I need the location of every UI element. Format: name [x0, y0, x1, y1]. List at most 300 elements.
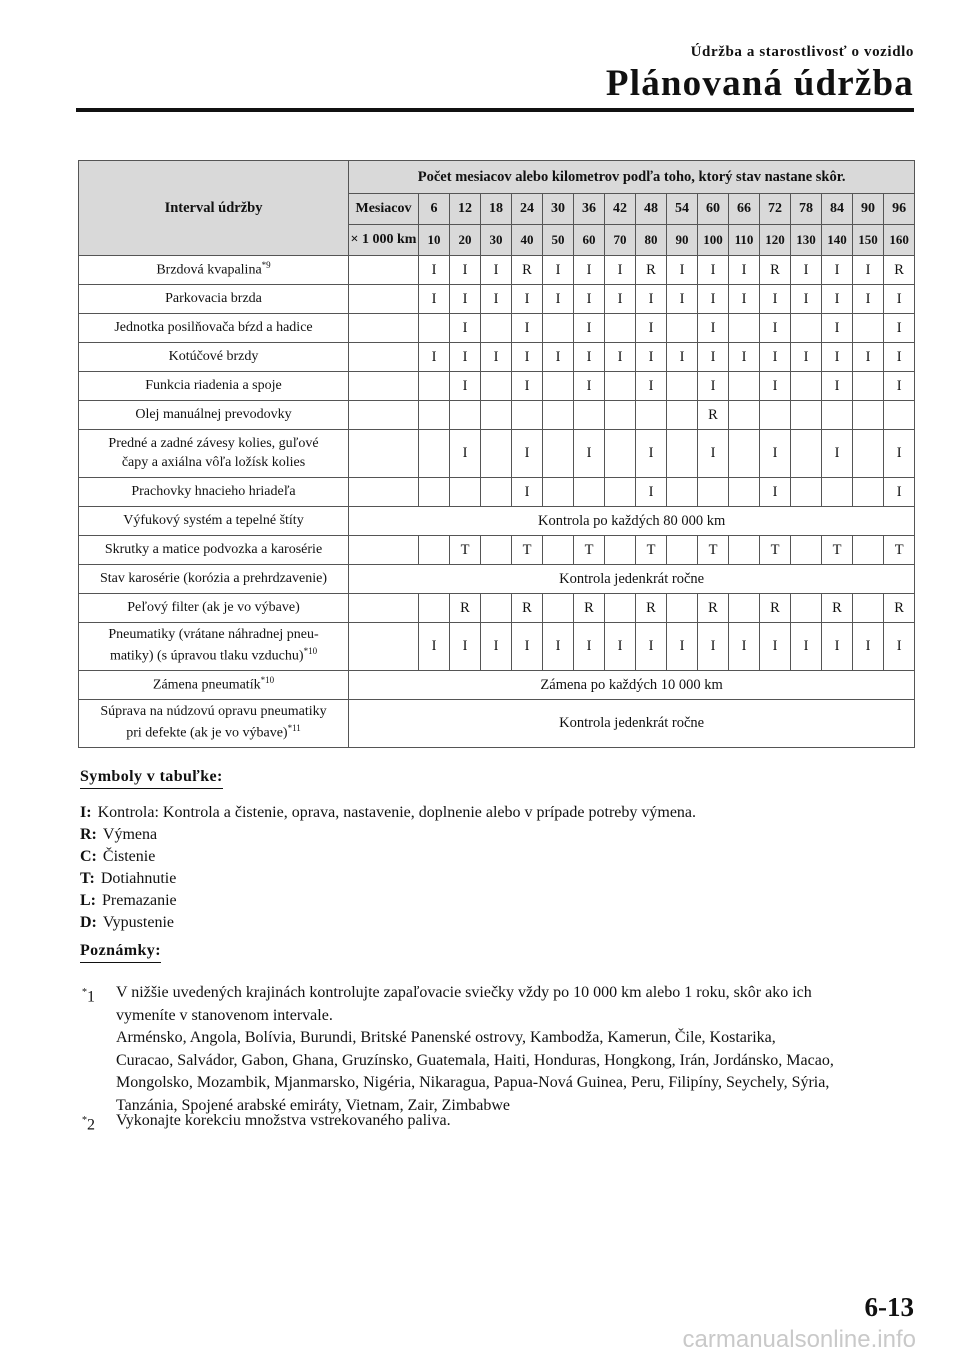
schedule-cell [450, 478, 481, 507]
schedule-cell: T [512, 536, 543, 565]
month-header-cell: 72 [760, 194, 791, 225]
legend-text: Výmena [102, 826, 158, 843]
schedule-cell: I [698, 343, 729, 372]
schedule-cell: I [605, 343, 636, 372]
schedule-cell [605, 594, 636, 623]
schedule-cell: I [636, 372, 667, 401]
schedule-cell [791, 401, 822, 430]
schedule-cell: I [450, 372, 481, 401]
schedule-cell [481, 478, 512, 507]
schedule-cell [605, 314, 636, 343]
item-name [79, 507, 349, 536]
label-spacer-cell [349, 401, 419, 430]
item-name-line: Pneumatiky (vrátane náhradnej pneu- [108, 627, 319, 643]
schedule-cell [791, 478, 822, 507]
schedule-cell: R [450, 594, 481, 623]
km-header-cell: 20 [450, 225, 481, 256]
item-name [79, 594, 349, 623]
legend-item [80, 804, 696, 822]
footnote-digit: 2 [87, 1116, 95, 1134]
item-name [79, 343, 349, 372]
item-name-line: Jednotka posilňovača bŕzd a hadice [114, 319, 313, 335]
schedule-cell: I [419, 256, 450, 285]
schedule-cell [729, 372, 760, 401]
footnote-text [116, 1110, 920, 1133]
schedule-cell: T [760, 536, 791, 565]
schedule-cell: I [636, 314, 667, 343]
footnote-text [116, 982, 920, 1117]
schedule-cell [450, 401, 481, 430]
schedule-cell [667, 536, 698, 565]
schedule-cell [822, 478, 853, 507]
schedule-cell: I [853, 256, 884, 285]
legend-symbol: I: [80, 804, 92, 821]
schedule-cell: I [574, 314, 605, 343]
month-header-cell: 96 [884, 194, 915, 225]
footnote-line: Mongolsko, Mozambik, Mjanmarsko, Nigéria, Nikaragua, Papua-Nová Guinea, Peru, Filipíny, Seychely, Sýria, [116, 1074, 830, 1091]
item-name [79, 536, 349, 565]
schedule-cell [419, 401, 450, 430]
schedule-cell: I [574, 372, 605, 401]
month-header-cell: 90 [853, 194, 884, 225]
table-row [79, 401, 915, 430]
schedule-cell: I [729, 285, 760, 314]
schedule-cell: I [884, 343, 915, 372]
legend-symbol: R: [80, 826, 97, 843]
km-header-cell: 60 [574, 225, 605, 256]
schedule-cell: I [729, 623, 760, 671]
period-header: Počet mesiacov alebo kilometrov podľa toho, ktorý stav nastane skôr. [349, 161, 915, 194]
schedule-cell [512, 401, 543, 430]
item-name [79, 430, 349, 478]
schedule-cell [667, 430, 698, 478]
table-row [79, 478, 915, 507]
schedule-cell [791, 430, 822, 478]
footnote-ref: *10 [260, 675, 275, 686]
table-row [79, 507, 915, 536]
month-header-cell: 84 [822, 194, 853, 225]
schedule-cell: I [605, 256, 636, 285]
table-row [79, 536, 915, 565]
schedule-cell: I [419, 623, 450, 671]
item-name [79, 478, 349, 507]
schedule-cell: I [822, 314, 853, 343]
schedule-cell: R [822, 594, 853, 623]
schedule-cell: I [729, 256, 760, 285]
schedule-cell [791, 372, 822, 401]
item-name [79, 314, 349, 343]
schedule-cell [574, 478, 605, 507]
schedule-cell [698, 478, 729, 507]
schedule-cell: R [884, 594, 915, 623]
schedule-cell [729, 594, 760, 623]
schedule-cell: R [698, 594, 729, 623]
schedule-cell: I [543, 285, 574, 314]
schedule-cell [419, 372, 450, 401]
km-header-cell: 10 [419, 225, 450, 256]
footnote-line: Vykonajte korekciu množstva vstrekovaného paliva. [116, 1112, 451, 1129]
schedule-cell: I [729, 343, 760, 372]
schedule-cell: T [574, 536, 605, 565]
footnote-ref: *11 [287, 723, 301, 734]
item-name-line: Olej manuálnej prevodovky [135, 406, 292, 422]
schedule-cell: I [698, 285, 729, 314]
label-spacer-cell [349, 314, 419, 343]
schedule-cell [667, 314, 698, 343]
km-header-cell: 140 [822, 225, 853, 256]
km-header-cell: 110 [729, 225, 760, 256]
schedule-cell: I [884, 372, 915, 401]
schedule-cell: R [698, 401, 729, 430]
schedule-cell: I [636, 343, 667, 372]
km-header-cell: 80 [636, 225, 667, 256]
schedule-cell: R [512, 256, 543, 285]
schedule-cell [729, 478, 760, 507]
schedule-cell: I [698, 314, 729, 343]
schedule-cell: I [760, 343, 791, 372]
item-name-line: Súprava na núdzovú opravu pneumatiky [100, 704, 327, 720]
schedule-cell [667, 594, 698, 623]
schedule-cell: T [822, 536, 853, 565]
item-name-line: pri defekte (ak je vo výbave) [126, 725, 288, 741]
month-header-cell: 12 [450, 194, 481, 225]
schedule-cell: I [419, 343, 450, 372]
item-name-line: Parkovacia brzda [165, 290, 262, 306]
schedule-cell: I [481, 256, 512, 285]
schedule-cell [605, 478, 636, 507]
schedule-cell [636, 401, 667, 430]
footnote-digit: 1 [87, 988, 95, 1006]
schedule-cell: R [636, 256, 667, 285]
km-label: × 1 000 km [349, 225, 419, 256]
interval-header: Interval údržby [79, 161, 349, 256]
schedule-cell [543, 401, 574, 430]
schedule-cell: I [450, 623, 481, 671]
schedule-cell: I [481, 285, 512, 314]
schedule-cell: I [450, 430, 481, 478]
schedule-cell: I [636, 623, 667, 671]
item-name-line: Kotúčové brzdy [168, 348, 259, 364]
schedule-cell [853, 478, 884, 507]
schedule-cell [481, 372, 512, 401]
km-header-cell: 90 [667, 225, 698, 256]
section-subtitle: Údržba a starostlivosť o vozidlo [690, 44, 914, 60]
schedule-cell: I [574, 623, 605, 671]
schedule-cell: I [667, 343, 698, 372]
label-spacer-cell [349, 343, 419, 372]
schedule-cell [853, 536, 884, 565]
schedule-cell [419, 314, 450, 343]
schedule-cell: I [698, 623, 729, 671]
month-header-cell: 18 [481, 194, 512, 225]
schedule-cell [667, 478, 698, 507]
schedule-cell: I [574, 343, 605, 372]
schedule-cell [481, 401, 512, 430]
month-header-cell: 30 [543, 194, 574, 225]
schedule-cell [791, 314, 822, 343]
label-spacer-cell [349, 430, 419, 478]
schedule-cell: I [853, 343, 884, 372]
label-spacer-cell [349, 594, 419, 623]
schedule-cell: I [822, 343, 853, 372]
legend-item [80, 826, 157, 844]
table-row [79, 671, 915, 700]
item-name-line: Zámena pneumatík [152, 677, 261, 693]
notes-heading: Poznámky: [80, 942, 161, 963]
schedule-cell [884, 401, 915, 430]
schedule-cell [481, 314, 512, 343]
table-row [79, 343, 915, 372]
schedule-cell: R [760, 594, 791, 623]
schedule-cell: I [760, 478, 791, 507]
schedule-cell [543, 594, 574, 623]
legend-text: Vypustenie [102, 914, 174, 931]
month-header-cell: 42 [605, 194, 636, 225]
schedule-cell: I [760, 314, 791, 343]
schedule-cell: I [760, 372, 791, 401]
item-name-line: Prachovky hnacieho hriadeľa [131, 483, 296, 499]
schedule-cell: I [884, 314, 915, 343]
schedule-cell: I [543, 256, 574, 285]
merged-note-cell: Kontrola po každých 80 000 km [349, 507, 915, 536]
schedule-cell [729, 314, 760, 343]
month-header-cell: 60 [698, 194, 729, 225]
label-spacer-cell [349, 623, 419, 671]
km-header-cell: 100 [698, 225, 729, 256]
month-header-cell: 36 [574, 194, 605, 225]
schedule-cell: I [760, 285, 791, 314]
schedule-cell [605, 430, 636, 478]
item-name [79, 285, 349, 314]
schedule-cell: I [884, 430, 915, 478]
schedule-cell: I [512, 478, 543, 507]
footnote-line: Arménsko, Angola, Bolívia, Burundi, Britské Panenské ostrovy, Kambodža, Kamerun, Čile, Kostarika, [116, 1029, 776, 1046]
merged-note-cell: Zámena po každých 10 000 km [349, 671, 915, 700]
legend-item [80, 914, 174, 932]
legend-symbol: T: [80, 870, 95, 887]
schedule-cell [853, 430, 884, 478]
schedule-cell: I [822, 372, 853, 401]
km-header-cell: 50 [543, 225, 574, 256]
schedule-cell [574, 401, 605, 430]
legend-item [80, 848, 155, 866]
item-name [79, 372, 349, 401]
schedule-cell: I [853, 285, 884, 314]
footnote-number [82, 982, 95, 1009]
schedule-cell [760, 401, 791, 430]
schedule-cell: I [884, 285, 915, 314]
footnote-line: vymeníte v stanovenom intervale. [116, 1006, 333, 1024]
legend-heading: Symboly v tabuľke: [80, 768, 223, 789]
schedule-cell [419, 478, 450, 507]
schedule-cell [419, 594, 450, 623]
schedule-cell [729, 401, 760, 430]
schedule-cell: I [791, 256, 822, 285]
schedule-cell: I [698, 372, 729, 401]
schedule-cell: I [512, 430, 543, 478]
schedule-cell: I [760, 623, 791, 671]
km-header-cell: 160 [884, 225, 915, 256]
footnote-line: V nižšie uvedených krajinách kontrolujte zapaľovacie sviečky vždy po 10 000 km alebo 1 roku, skôr ako ich [116, 984, 812, 1001]
schedule-cell: I [543, 623, 574, 671]
footnote-number [82, 1110, 95, 1137]
schedule-cell: I [667, 285, 698, 314]
schedule-cell: I [543, 343, 574, 372]
table-row [79, 623, 915, 671]
schedule-cell [543, 314, 574, 343]
schedule-cell: I [512, 314, 543, 343]
table-row [79, 285, 915, 314]
km-header-cell: 120 [760, 225, 791, 256]
item-name-line: čapy a axiálna vôľa ložísk kolies [121, 454, 306, 470]
schedule-cell [729, 536, 760, 565]
month-header-cell: 78 [791, 194, 822, 225]
footnote [80, 982, 920, 1117]
schedule-cell: I [822, 285, 853, 314]
table-row [79, 565, 915, 594]
schedule-cell: T [636, 536, 667, 565]
schedule-cell [543, 536, 574, 565]
schedule-cell: I [605, 285, 636, 314]
page-number: 6-13 [864, 1292, 914, 1322]
schedule-cell: I [791, 623, 822, 671]
item-name [79, 565, 349, 594]
schedule-cell: I [574, 285, 605, 314]
table-row [79, 700, 915, 748]
schedule-cell [419, 430, 450, 478]
label-spacer-cell [349, 285, 419, 314]
schedule-cell [481, 430, 512, 478]
km-header-cell: 30 [481, 225, 512, 256]
item-name [79, 671, 349, 700]
schedule-cell: I [512, 285, 543, 314]
schedule-cell [543, 372, 574, 401]
schedule-cell: I [698, 430, 729, 478]
item-name-line: Skrutky a matice podvozka a karosérie [104, 541, 323, 557]
footnote-line: Tanzánia, Spojené arabské emiráty, Vietnam, Zair, Zimbabwe [116, 1096, 511, 1114]
schedule-cell: I [760, 430, 791, 478]
month-header-cell: 54 [667, 194, 698, 225]
schedule-cell [791, 536, 822, 565]
schedule-cell [822, 401, 853, 430]
schedule-cell: I [884, 623, 915, 671]
schedule-cell: I [698, 256, 729, 285]
item-name-line: Funkcia riadenia a spoje [145, 377, 282, 393]
schedule-cell: I [822, 256, 853, 285]
watermark: carmanualsonline.info [682, 1326, 916, 1353]
legend-symbol: C: [80, 848, 97, 865]
months-label: Mesiacov [349, 194, 419, 225]
schedule-cell [481, 536, 512, 565]
schedule-cell [543, 430, 574, 478]
schedule-cell [853, 594, 884, 623]
page-title: Plánovaná údržba [605, 63, 914, 104]
schedule-cell [853, 314, 884, 343]
legend-text: Čistenie [102, 848, 156, 865]
legend-item [80, 870, 176, 888]
legend-symbol: L: [80, 892, 96, 909]
label-spacer-cell [349, 256, 419, 285]
schedule-cell [481, 594, 512, 623]
schedule-cell: I [636, 478, 667, 507]
schedule-cell: I [450, 314, 481, 343]
maintenance-table [78, 160, 915, 748]
item-name [79, 401, 349, 430]
month-header-cell: 6 [419, 194, 450, 225]
legend-text: Premazanie [102, 892, 177, 909]
schedule-cell: I [574, 256, 605, 285]
schedule-cell: R [760, 256, 791, 285]
label-spacer-cell [349, 478, 419, 507]
schedule-cell [667, 401, 698, 430]
schedule-cell: I [481, 343, 512, 372]
schedule-cell: R [512, 594, 543, 623]
item-name [79, 700, 349, 748]
schedule-cell: T [884, 536, 915, 565]
schedule-cell [419, 536, 450, 565]
schedule-cell: T [450, 536, 481, 565]
schedule-cell: I [450, 343, 481, 372]
schedule-cell [605, 536, 636, 565]
table-row [79, 256, 915, 285]
merged-note-cell: Kontrola jedenkrát ročne [349, 565, 915, 594]
footnote [80, 1110, 920, 1133]
km-header-cell: 40 [512, 225, 543, 256]
schedule-cell [667, 372, 698, 401]
schedule-cell: R [636, 594, 667, 623]
legend-text: Dotiahnutie [100, 870, 177, 887]
merged-note-cell: Kontrola jedenkrát ročne [349, 700, 915, 748]
schedule-cell: I [822, 623, 853, 671]
item-name-line: Brzdová kvapalina [156, 262, 262, 278]
label-spacer-cell [349, 536, 419, 565]
label-spacer-cell [349, 372, 419, 401]
schedule-cell: I [853, 623, 884, 671]
schedule-cell: I [605, 623, 636, 671]
schedule-cell: I [636, 285, 667, 314]
schedule-cell [853, 401, 884, 430]
footnote-star: * [82, 987, 87, 998]
schedule-cell: I [791, 343, 822, 372]
km-header-cell: 130 [791, 225, 822, 256]
schedule-cell: R [884, 256, 915, 285]
table-row [79, 372, 915, 401]
table-row [79, 430, 915, 478]
schedule-cell: I [884, 478, 915, 507]
schedule-cell: T [698, 536, 729, 565]
km-header-cell: 70 [605, 225, 636, 256]
schedule-cell: I [667, 623, 698, 671]
item-name [79, 256, 349, 285]
schedule-cell [543, 478, 574, 507]
schedule-cell [729, 430, 760, 478]
legend-item [80, 892, 177, 910]
item-name-line: Stav karosérie (korózia a prehrdzavenie) [100, 570, 327, 586]
schedule-cell: I [419, 285, 450, 314]
legend-symbol: D: [80, 914, 97, 931]
table-row [79, 594, 915, 623]
month-header-cell: 24 [512, 194, 543, 225]
schedule-cell [791, 594, 822, 623]
schedule-cell: I [574, 430, 605, 478]
item-name-line: Predné a zadné závesy kolies, guľové [108, 435, 319, 451]
schedule-cell [605, 372, 636, 401]
schedule-cell: I [512, 343, 543, 372]
schedule-cell: I [450, 285, 481, 314]
item-name-line: Výfukový systém a tepelné štíty [123, 512, 304, 528]
schedule-cell: I [481, 623, 512, 671]
schedule-cell: R [574, 594, 605, 623]
